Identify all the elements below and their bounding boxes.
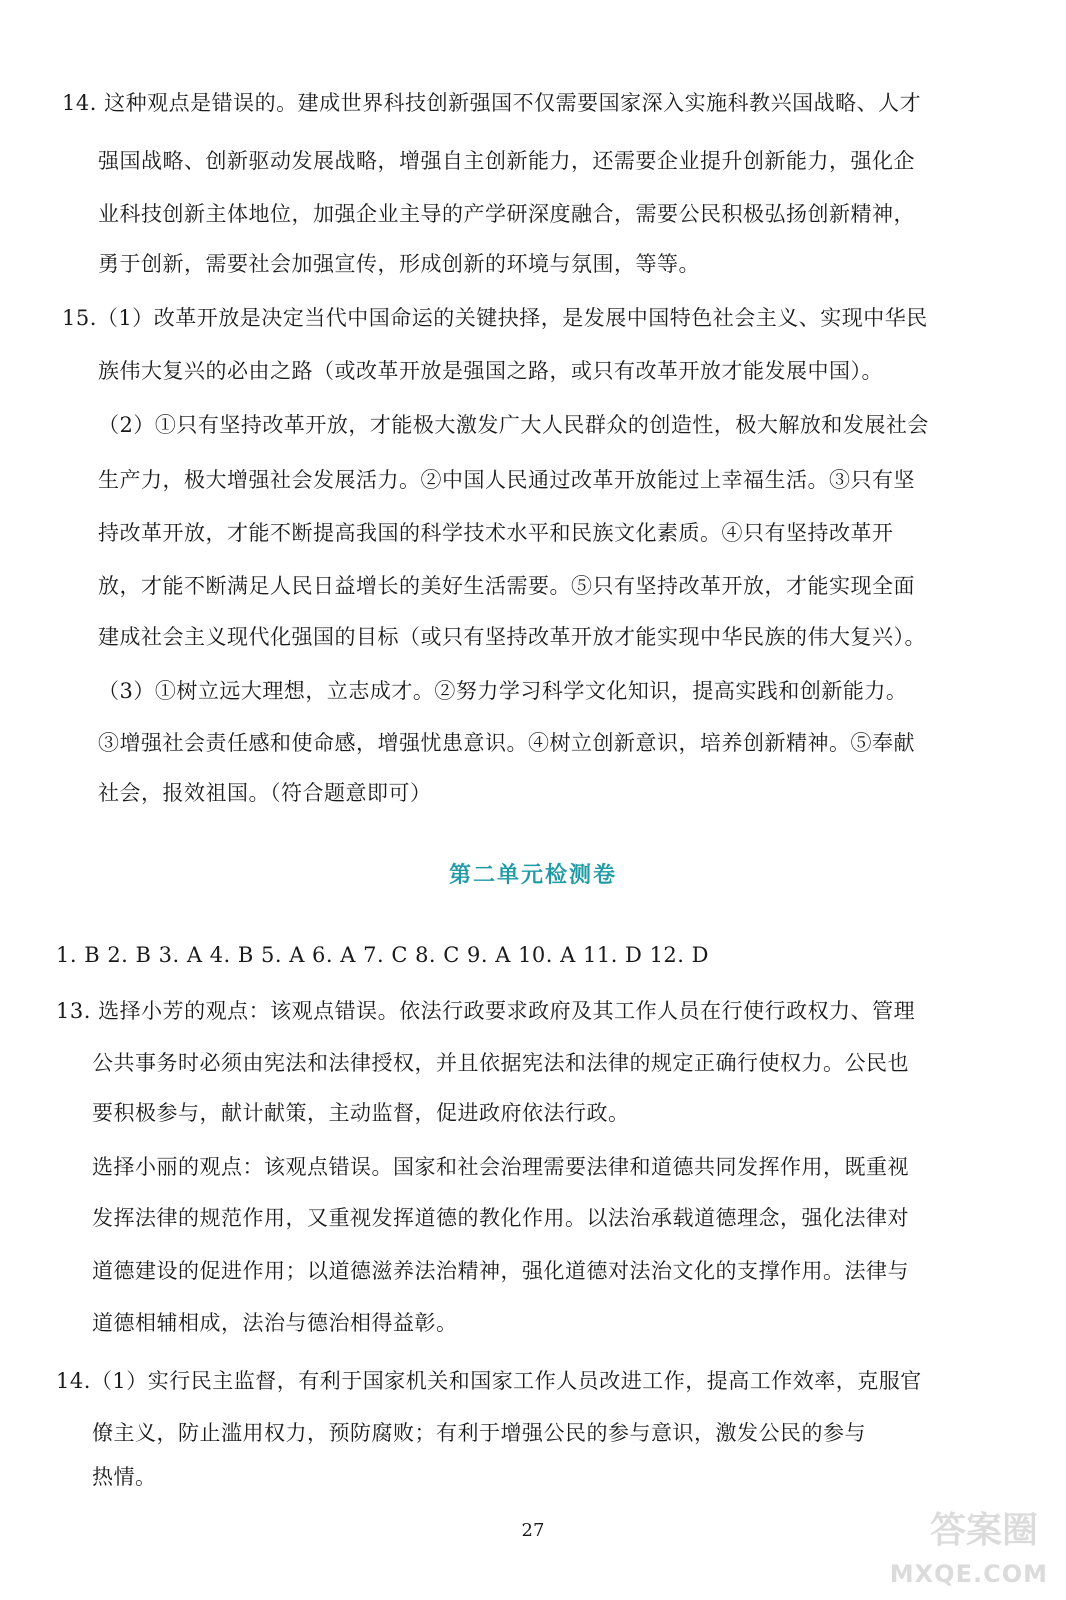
multiple-choice-answers: 1. B 2. B 3. A 4. B 5. A 6. A 7. C 8. C 9. A 10. A 11. D 12. D bbox=[56, 943, 709, 967]
q14-answer-line-2: 强国战略、创新驱动发展战略，增强自主创新能力，还需要企业提升创新能力，强化企 bbox=[98, 149, 915, 173]
section-title: 第二单元检测卷 bbox=[448, 862, 617, 888]
q15-answer-line-4: 生产力，极大增强社会发展活力。②中国人民通过改革开放能过上幸福生活。③只有坚 bbox=[98, 468, 915, 492]
q15-answer-line-10: 社会，报效祖国。（符合题意即可） bbox=[98, 781, 432, 805]
page-number: 27 bbox=[521, 1520, 545, 1541]
s2-q14-answer-line-2: 僚主义，防止滥用权力，预防腐败；有利于增强公民的参与意识，激发公民的参与 bbox=[92, 1421, 866, 1445]
q15-answer-line-3: （2）①只有坚持改革开放，才能极大激发广大人民群众的创造性，极大解放和发展社会 bbox=[98, 413, 929, 437]
s2-q13-answer-line-7: 道德相辅相成，法治与德治相得益彰。 bbox=[92, 1311, 458, 1335]
s2-q13-answer-line-4: 选择小丽的观点：该观点错误。国家和社会治理需要法律和道德共同发挥作用，既重视 bbox=[92, 1155, 909, 1179]
s2-q13-answer-line-2: 公共事务时必须由宪法和法律授权，并且依据宪法和法律的规定正确行使权力。公民也 bbox=[92, 1051, 909, 1075]
q15-answer-line-2: 族伟大复兴的必由之路（或改革开放是强国之路，或只有改革开放才能发展中国）。 bbox=[98, 359, 883, 383]
q14-answer-line-4: 勇于创新，需要社会加强宣传，形成创新的环境与氛围，等等。 bbox=[98, 252, 700, 276]
q15-answer-line-8: （3）①树立远大理想，立志成才。②努力学习科学文化知识，提高实践和创新能力。 bbox=[98, 679, 908, 703]
q15-answer-line-7: 建成社会主义现代化强国的目标（或只有坚持改革开放才能实现中华民族的伟大复兴）。 bbox=[98, 625, 926, 649]
watermark bbox=[858, 1502, 1048, 1592]
s2-q13-answer-line-5: 发挥法律的规范作用，又重视发挥道德的教化作用。以法治承载道德理念，强化法律对 bbox=[92, 1206, 909, 1230]
q15-answer-line-5: 持改革开放，才能不断提高我国的科学技术水平和民族文化素质。④只有坚持改革开 bbox=[98, 521, 894, 545]
q15-answer-line-1: 15.（1）改革开放是决定当代中国命运的关键抉择，是发展中国特色社会主义、实现中华民 bbox=[62, 306, 928, 330]
watermark-url: MXQE.COM bbox=[889, 1560, 1048, 1588]
s2-q13-answer-line-6: 道德建设的促进作用；以道德滋养法治精神，强化道德对法治文化的支撑作用。法律与 bbox=[92, 1259, 909, 1283]
q15-answer-line-9: ③增强社会责任感和使命感，增强忧患意识。④树立创新意识，培养创新精神。⑤奉献 bbox=[98, 731, 915, 755]
watermark-logo: 答案圈 bbox=[929, 1510, 1038, 1551]
s2-q14-answer-line-1: 14.（1）实行民主监督，有利于国家机关和国家工作人员改进工作，提高工作效率，克服官 bbox=[56, 1369, 922, 1393]
q14-answer-line-3: 业科技创新主体地位，加强企业主导的产学研深度融合，需要公民积极弘扬创新精神， bbox=[98, 202, 915, 226]
s2-q13-answer-line-3: 要积极参与，献计献策，主动监督，促进政府依法行政。 bbox=[92, 1101, 630, 1125]
q15-answer-line-6: 放，才能不断满足人民日益增长的美好生活需要。⑤只有坚持改革开放，才能实现全面 bbox=[98, 574, 915, 598]
s2-q13-answer-line-1: 13. 选择小芳的观点：该观点错误。依法行政要求政府及其工作人员在行使行政权力、管理 bbox=[56, 999, 916, 1023]
s2-q14-answer-line-3: 热情。 bbox=[92, 1465, 157, 1489]
q14-answer-line-1: 14. 这种观点是错误的。建成世界科技创新强国不仅需要国家深入实施科教兴国战略、人才 bbox=[62, 91, 922, 115]
